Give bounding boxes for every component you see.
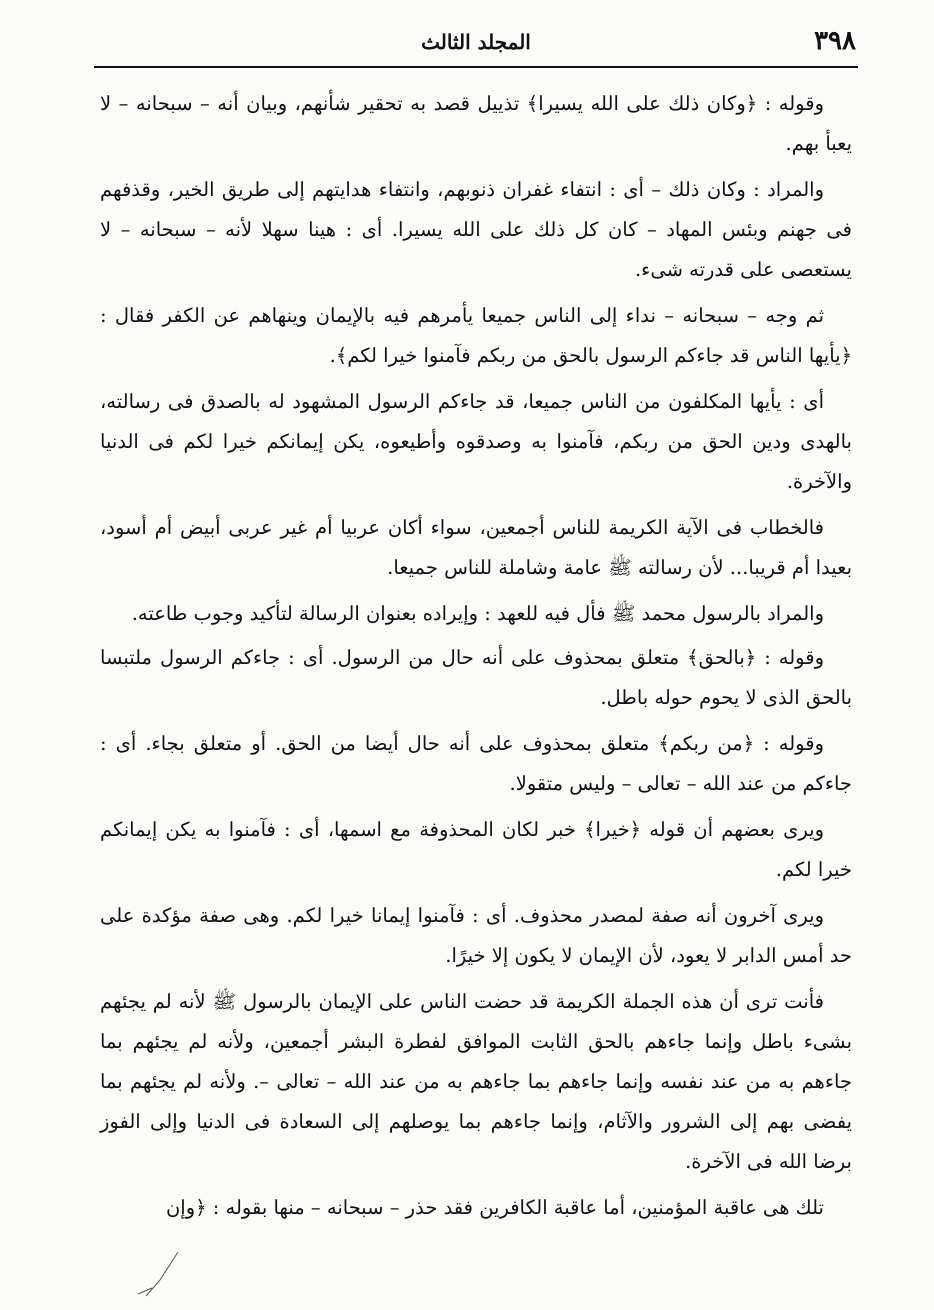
paragraph: والمراد : وكان ذلك – أى : انتفاء غفران ذنوبهم، وانتفاء هدايتهم إلى طريق الخير، وقذفهم فى جهنم وبئس المهاد – كان كل ذلك على الله يسيرا. أى : هينا سهلا لأنه – سبحانه – لا يستعصى على قدرته شىء. [100,178,852,281]
paragraph: ويرى آخرون أنه صفة لمصدر محذوف. أى : فآمنوا إيمانا خيرا لكم. وهى صفة مؤكدة على حد أمس الدابر لا يعود، لأن الإيمان لا يكون إلا خيرًا. [100,904,852,967]
paragraph: وقوله : ﴿بالحق﴾ متعلق بمحذوف على أنه حال من الرسول. أى : جاءكم الرسول ملتبسا بالحق الذى لا يحوم حوله باطل. [100,646,852,709]
paragraph: وقوله : ﴿من ربكم﴾ متعلق بمحذوف على أنه حال أيضا من الحق. أو متعلق بجاء. أى : جاءكم من عند الله – تعالى – وليس متقولا. [100,732,852,795]
paragraph: وقوله : ﴿وكان ذلك على الله يسيرا﴾ تذييل قصد به تحقير شأنهم، وبيان أنه – سبحانه – لا يعبأ بهم. [100,92,852,155]
paragraph: ثم وجه – سبحانه – نداء إلى الناس جميعا يأمرهم فيه بالإيمان وينهاهم عن الكفر فقال : ﴿يأيها الناس قد جاءكم الرسول بالحق من ربكم فآمنوا خيرا لكم﴾. [100,304,852,367]
body-text [100,84,852,1234]
scan-artifact [130,1250,190,1300]
paragraph: فأنت ترى أن هذه الجملة الكريمة قد حضت الناس على الإيمان بالرسول ﷺ لأنه لم يجئهم بشىء باطل وإنما جاءهم بالحق الثابت الموافق لفطرة البشر أجمعين، ولأنه لم يجئهم بما جاءهم به من عند نفسه وإنما جاءهم بما جاءهم به من عند الله – تعالى –. ولأنه لم يجئهم بما يفضى بهم إلى الشرور والآثام، وإنما جاءهم بما يوصلهم إلى السعادة فى الدنيا وإلى الفوز برضا الله فى الآخرة. [100,990,852,1173]
header-rule [94,66,858,68]
page-number: ٣٩٨ [814,26,856,56]
page-header [96,26,856,60]
paragraph: أى : يأيها المكلفون من الناس جميعا، قد جاءكم الرسول المشهود له بالصدق فى رسالته، بالهدى ودين الحق من ربكم، فآمنوا به وصدقوه وأطيعوه، يكن إيمانكم خيرا لكم فى الدنيا والآخرة. [100,390,852,493]
running-title: المجلد الثالث [421,30,531,54]
paragraph: ويرى بعضهم أن قوله ﴿خيرا﴾ خبر لكان المحذوفة مع اسمها، أى : فآمنوا به يكن إيمانكم خيرا لكم. [100,818,852,881]
paragraph: تلك هى عاقبة المؤمنين، أما عاقبة الكافرين فقد حذر – سبحانه – منها بقوله : ﴿وإن [165,1196,824,1219]
paragraph: فالخطاب فى الآية الكريمة للناس أجمعين، سواء أكان عربيا أم غير عربى أبيض أم أسود، بعيدا أم قريبا... لأن رسالته ﷺ عامة وشاملة للناس جميعا. [100,516,852,579]
paragraph: والمراد بالرسول محمد ﷺ فأل فيه للعهد : وإيراده بعنوان الرسالة لتأكيد وجوب طاعته. [131,602,824,625]
